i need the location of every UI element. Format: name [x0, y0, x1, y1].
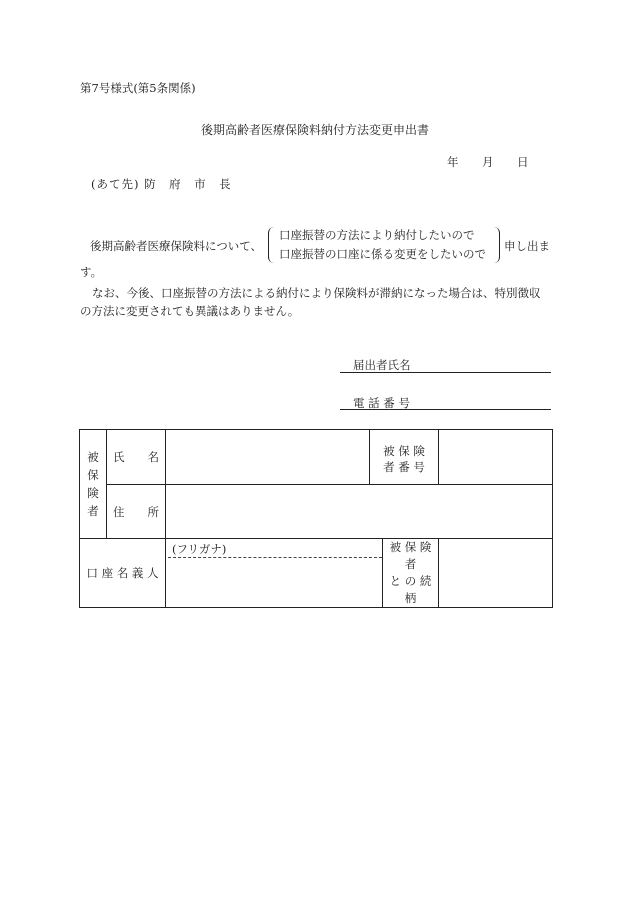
insured-person-label: 被 保 険 者 [80, 430, 107, 539]
insured-number-input-cell[interactable] [439, 430, 553, 485]
phone-label: 電 話 番 号 [353, 396, 410, 410]
date-year-label: 年 [447, 155, 459, 169]
account-holder-input-cell[interactable] [166, 539, 383, 608]
date-month-label: 月 [482, 155, 494, 169]
furigana-label: (フリガナ) [172, 542, 227, 556]
option-account-change[interactable]: 口座振替の口座に係る変更をしたいので [279, 247, 486, 261]
applicant-name-label: 届出者氏名 [353, 358, 411, 372]
insured-info-table [79, 429, 553, 608]
request-tail-text-2: す。 [80, 265, 103, 279]
furigana-divider [168, 557, 382, 558]
note-line-1: なお、今後、口座振替の方法による納付により保険料が滞納になった場合は、特別徴収 [92, 286, 541, 300]
request-lead-text: 後期高齢者医療保険料について、 [90, 239, 263, 253]
note-line-2: の方法に変更されても異議はありません。 [80, 304, 300, 318]
name-label: 氏 名 [107, 430, 166, 485]
relationship-input-cell[interactable] [439, 539, 553, 608]
name-input-cell[interactable] [166, 430, 370, 485]
date-day-label: 日 [517, 155, 529, 169]
address-input-cell[interactable] [166, 485, 553, 539]
document-title: 後期高齢者医療保険料納付方法変更申出書 [200, 123, 429, 137]
applicant-name-field[interactable] [340, 372, 551, 373]
form-number: 第7号様式(第5条関係) [80, 81, 196, 95]
request-tail-text: 申し出ま [504, 239, 550, 253]
addressee: (あて先) 防 府 市 長 [91, 177, 232, 191]
address-label: 住 所 [107, 485, 166, 539]
phone-field[interactable] [340, 409, 551, 410]
relationship-label: 被 保 険 者 と の 続 柄 [383, 539, 439, 608]
option-direct-debit[interactable]: 口座振替の方法により納付したいので [279, 228, 475, 242]
insured-number-label: 被 保 険 者 番 号 [370, 430, 439, 485]
account-holder-label: 口 座 名 義 人 [80, 539, 166, 608]
